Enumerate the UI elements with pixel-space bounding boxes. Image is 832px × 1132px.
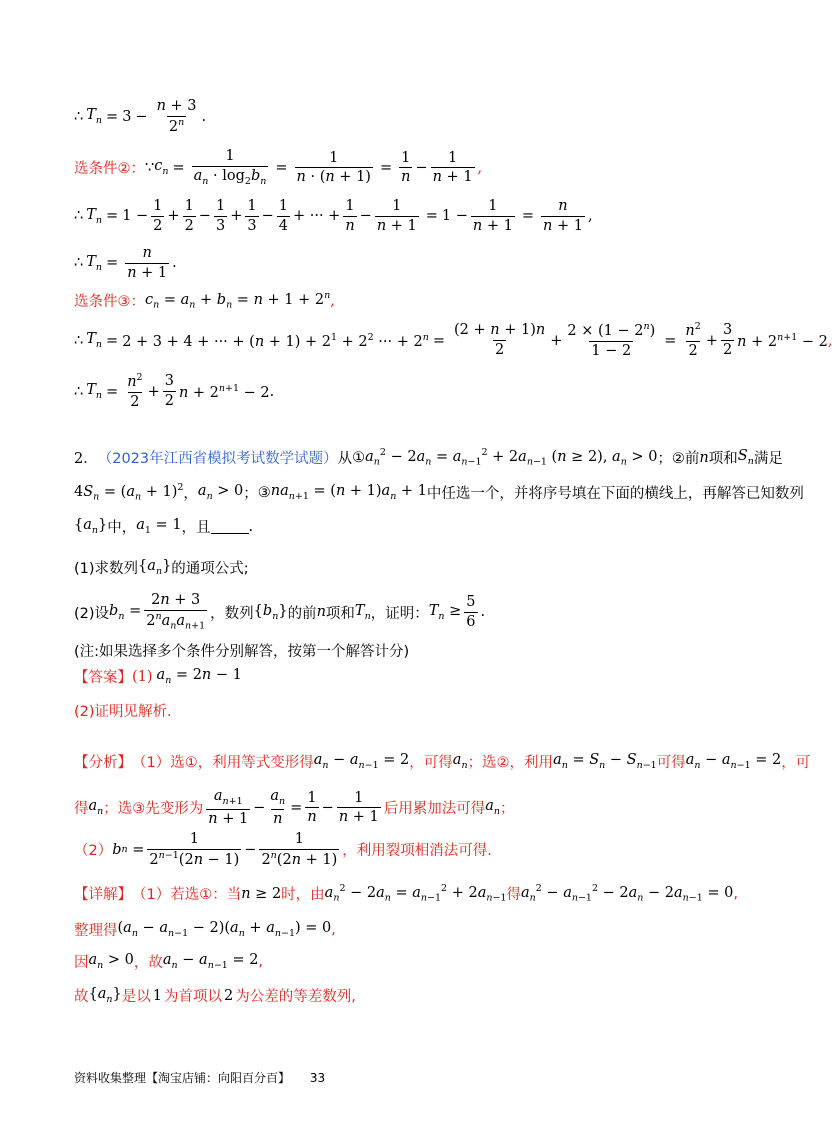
analysis-line-2: 得 $a_n$ ；选③先变形为 $\frac{a_{n+1}}{n + 1}$ − $\frac{a_n}{n}$ = $\frac{1}{n}$ − $\frac{1}{n + 1}$ 后用累加法可得 $a_n$ ； — [74, 788, 515, 827]
telescoping-sum: ∴ $T_n$ = 1 − $\frac{1}{2}$ + $\frac{1}{2}$ − $\frac{1}{3}$ + $\frac{1}{3}$ − $\frac{1}{4}$ + ··· + $\frac{1}{n}$ − $\frac{1}{n + 1}$ = 1 − $\frac{1}{n + 1}$ = $\frac{n}{n + 1}$ , — [74, 198, 593, 234]
footer-text: 资料收集整理【淘宝店铺：向阳百分百】 — [74, 1071, 291, 1085]
answer-part-2: (2)证明见解析. — [74, 704, 172, 720]
sum-expansion: ∴ $T_n$ = 2 + 3 + 4 + ··· + $(n + 1) + 2^1 + 2^2$ ··· + $2^n$ = $\frac{(2 + n + 1)n}{2}$ + $\frac{2 \times (1 - 2^n)}{1 - 2}$ = $\frac{n^2}{2}$ + $\frac{3}{2}$ $n + 2^{n+1} - 2$ , — [74, 321, 832, 359]
question-2-mid2: 的前 — [287, 605, 317, 622]
detail-text-2: 时，由 — [281, 887, 325, 903]
tn-result-2: ∴ $T_n$ = $\frac{n}{n + 1}$ . — [74, 245, 177, 281]
detail-line-3a: 因 — [74, 955, 89, 971]
note-line — [74, 640, 740, 661]
from-text: 从 — [337, 451, 353, 467]
option-2-text2: 满足 — [753, 451, 783, 467]
question-1-text: (1)求数列 — [74, 561, 139, 577]
detail-line-1: 【详解】 （1）若选①：当 n ≥ 2 时，由 $a_n^2 - 2a_n = a_{n-1}^2 + 2a_{n-1}$ 得 $a_n^2 - a_{n-1}^2 - 2a_n - 2a_{n-1} = 0$ , — [74, 883, 738, 904]
condition-3-line: 选条件③： $c_n = a_n + b_n = n + 1 + 2^n$ , — [74, 290, 335, 311]
page-footer — [74, 1069, 325, 1086]
detail-text-3: 得 — [506, 887, 521, 903]
because-symbol: ∵ — [145, 159, 155, 176]
question-1-tail: 的通项公式; — [171, 561, 249, 577]
problem-2-statement-line1: 2． （2023年江西省模拟考试数学试题） 从 ① $a_n^2 - 2a_n = a_{n-1}^2 + 2a_{n-1}$ (n ≥ 2), $a_n > 0$ ； ②前 n 项和 $S_n$ 满足 — [74, 447, 783, 468]
note-text: (注:如果选择多个条件分别解答，按第一个解答计分) — [74, 644, 410, 660]
answer-part-1: (1) — [132, 668, 153, 685]
and-text: ，且 — [181, 520, 211, 536]
analysis-text-5: ，可 — [781, 755, 811, 771]
option-3-marker: ③ — [257, 484, 271, 501]
detail-line-4b: 是以 — [121, 989, 151, 1005]
answer-line-1: 【答案】 (1) $a_n = 2n - 1$ — [74, 667, 242, 686]
detail-line-4c: 为首项以 — [163, 989, 222, 1005]
analysis-text-6: 得 — [74, 801, 89, 818]
analysis-text-1: （1）选①，利用等式变形得 — [132, 755, 314, 771]
analysis-part-2-tail: ，利用裂项相消法可得. — [342, 843, 492, 860]
answer-label: 【答案】 — [74, 670, 132, 686]
analysis-text-7: ；选③先变形为 — [103, 801, 204, 818]
detail-line-2: 整理得 $(a_n - a_{n-1} - 2)(a_n + a_{n-1}) = 0$ , — [74, 920, 336, 939]
problem-source: （2023年江西省模拟考试数学试题） — [97, 451, 338, 467]
detail-line-4: 故 $\{a_n\}$ 是以 1 为首项以 2 为公差的等差数列, — [74, 986, 356, 1005]
condition-2-label: 选条件②： — [74, 161, 145, 178]
option-1-marker: ① — [352, 449, 366, 466]
problem-number: 2． — [74, 451, 98, 467]
detail-line-3b: ，故 — [133, 955, 163, 971]
detail-line-4d: 为公差的等差数列, — [235, 989, 356, 1005]
option-2-marker: ②前 — [671, 451, 700, 467]
problem-2-statement-line2: $4S_n = (a_n + 1)^2$ ， $a_n > 0$ ； ③ $na_{n+1} = (n + 1)a_n + 1$ 中任选一个，并将序号填在下面的横线上，再解答已知数列 — [74, 482, 804, 503]
analysis-text-9: ； — [500, 801, 515, 818]
page-number: 33 — [309, 1071, 326, 1085]
therefore-symbol: ∴ — [74, 108, 84, 125]
analysis-label: 【分析】 — [74, 755, 132, 771]
choose-text: 中任选一个，并将序号填在下面的横线上，再解答已知数列 — [426, 486, 804, 502]
question-2-mid3: 项和 — [325, 605, 355, 622]
question-2: (2)设 $b_n$ = $\frac{2n + 3}{2^na_na_{n+1}}$ ，数列 $\{b_n\}$ 的前 n 项和 $T_n$ ，证明： $T_n$ ≥ $\frac{5}{6}$ . — [74, 592, 486, 632]
answer-blank — [211, 519, 249, 534]
first-term-value: 1 — [152, 987, 162, 1004]
question-1: (1)求数列 $\{a_n\}$ 的通项公式; — [74, 558, 249, 577]
detail-line-3: 因 $a_n > 0$ ，故 $a_n - a_{n-1} = 2$ , — [74, 952, 264, 971]
analysis-text-3: ；选②，利用 — [467, 755, 554, 771]
option-2-text: 项和 — [708, 451, 738, 467]
problem-2-statement-line3: $\{a_n\}$ 中， $a_1 = 1$ ，且 . — [74, 517, 254, 536]
analysis-text-8: 后用累加法可得 — [383, 801, 486, 818]
detail-line-4a: 故 — [74, 989, 89, 1005]
detail-label: 【详解】 — [74, 887, 132, 903]
in-text: 中， — [107, 520, 137, 536]
detail-text-1: （1）若选①：当 — [132, 887, 242, 903]
question-2-text: (2)设 — [74, 605, 110, 622]
tn-result-1: ∴ $T_n$ = 3 − $\frac{n + 3}{2^n}$ . — [74, 98, 207, 135]
analysis-line-1: 【分析】 （1）选①，利用等式变形得 $a_n - a_{n-1} = 2$ ，可得 $a_n$ ；选②，利用 $a_n = S_n - S_{n-1}$ 可得 $a_n - a_{n-1} = 2$ ，可 — [74, 752, 811, 771]
common-difference-value: 2 — [223, 987, 234, 1004]
detail-line-2-text: 整理得 — [74, 923, 118, 939]
analysis-text-2: ，可得 — [409, 755, 453, 771]
analysis-text-4: 可得 — [656, 755, 686, 771]
answer-line-2 — [74, 700, 740, 721]
analysis-part-2-label: （2） — [74, 843, 113, 860]
condition-2-line: 选条件②： ∵ $c_n$ = $\frac{1}{a_n \cdot \log_2b_n}$ = $\frac{1}{n \cdot (n + 1)}$ = $\frac{1}{n}$ − $\frac{1}{n + 1}$ , — [74, 148, 483, 187]
analysis-line-3: （2） b n = $\frac{1}{2^{n-1}(2n - 1)}$ − $\frac{1}{2^n(2n + 1)}$ ，利用裂项相消法可得. — [74, 831, 492, 868]
question-2-mid: ，数列 — [210, 605, 254, 622]
condition-3-label: 选条件③： — [74, 294, 145, 310]
tn-result-3: ∴ $T_n$ = $\frac{n^2}{2}$ + $\frac{3}{2}$ $n + 2^{n+1} - 2$ . — [74, 372, 275, 410]
question-2-prove: ，证明： — [370, 605, 429, 622]
